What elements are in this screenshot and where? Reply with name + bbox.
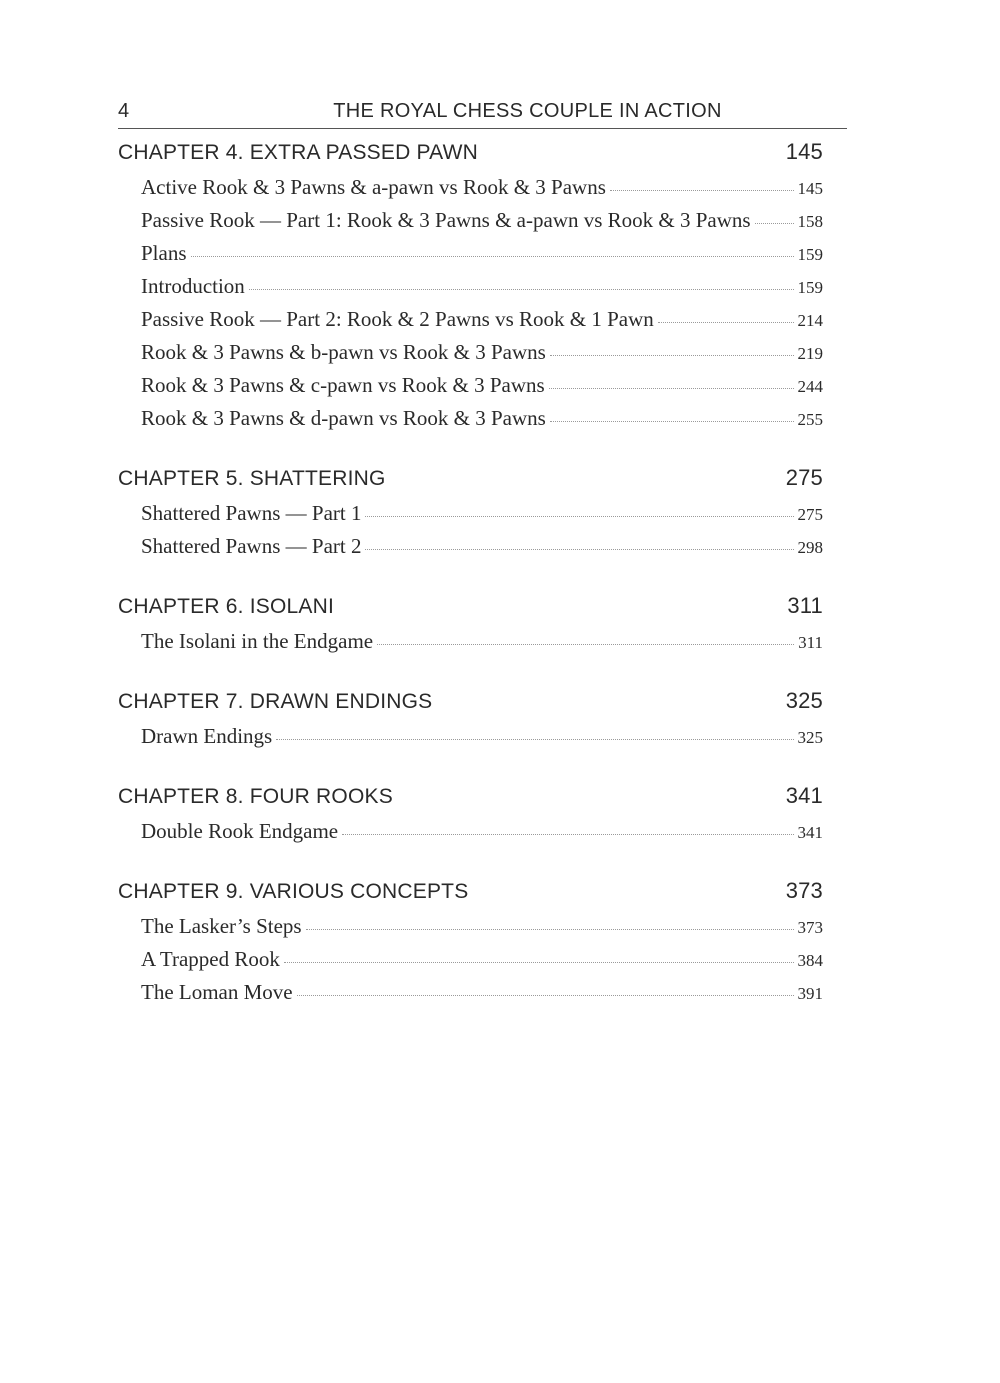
chapter-gap [118, 757, 823, 773]
entry-page-number: 145 [797, 179, 823, 198]
dot-leader [284, 962, 794, 963]
dot-leader [249, 289, 794, 290]
toc-entry[interactable] [141, 175, 823, 208]
dot-leader [550, 421, 794, 422]
dot-leader [549, 388, 794, 389]
entry-title: Passive Rook — Part 1: Rook & 3 Pawns & a-pawn vs Rook & 3 Pawns [141, 208, 751, 232]
entry-page-number: 158 [797, 212, 823, 231]
entry-page-number: 275 [797, 505, 823, 524]
chapter-title: CHAPTER 4. EXTRA PASSED PAWN [118, 141, 478, 164]
dot-leader [377, 644, 794, 645]
chapter-page-number: 341 [785, 783, 823, 808]
toc-entry[interactable] [141, 307, 823, 340]
toc-entry[interactable] [141, 373, 823, 406]
chapter-section [118, 439, 823, 567]
toc-entry[interactable] [141, 534, 823, 567]
entry-page-number: 219 [797, 344, 823, 363]
chapter-title: CHAPTER 9. VARIOUS CONCEPTS [118, 880, 469, 903]
entry-title: The Loman Move [141, 980, 293, 1004]
dot-leader [342, 834, 793, 835]
toc-entry[interactable] [141, 274, 823, 307]
toc-entry[interactable] [141, 406, 823, 439]
chapter-section [118, 852, 823, 1013]
entry-title: The Isolani in the Endgame [141, 629, 374, 653]
chapter-section [118, 662, 823, 757]
chapter-heading[interactable] [118, 678, 823, 722]
page-number: 4 [118, 100, 130, 122]
entry-title: A Trapped Rook [141, 947, 280, 971]
chapter-title: CHAPTER 7. DRAWN ENDINGS [118, 690, 433, 713]
chapter-entries [118, 175, 823, 439]
entry-page-number: 325 [797, 728, 823, 747]
dot-leader [297, 995, 794, 996]
chapter-gap [118, 852, 823, 868]
entry-title: Rook & 3 Pawns & b-pawn vs Rook & 3 Pawns [141, 340, 546, 364]
toc-entry[interactable] [141, 819, 823, 852]
entry-title: Plans [141, 241, 187, 265]
chapter-entries [118, 724, 823, 757]
dot-leader [365, 516, 793, 517]
dot-leader [550, 355, 794, 356]
entry-page-number: 214 [797, 311, 823, 330]
chapter-title: CHAPTER 6. ISOLANI [118, 595, 334, 618]
chapter-section [118, 757, 823, 852]
entry-title: Introduction [141, 274, 245, 298]
chapter-gap [118, 439, 823, 455]
chapter-section [118, 567, 823, 662]
chapter-gap [118, 567, 823, 583]
chapter-heading[interactable] [118, 455, 823, 499]
chapter-heading[interactable] [118, 583, 823, 627]
entry-title: Shattered Pawns — Part 1 [141, 501, 362, 525]
running-header [118, 98, 847, 129]
entry-page-number: 391 [797, 984, 823, 1003]
entry-title: The Lasker’s Steps [141, 914, 302, 938]
entry-page-number: 244 [797, 377, 823, 396]
entry-page-number: 311 [798, 633, 823, 652]
chapter-page-number: 373 [785, 878, 823, 903]
chapter-entries [118, 501, 823, 567]
chapter-title: CHAPTER 8. FOUR ROOKS [118, 785, 393, 808]
entry-title: Active Rook & 3 Pawns & a-pawn vs Rook & 3 Pawns [141, 175, 606, 199]
toc-entry[interactable] [141, 914, 823, 947]
toc-page [118, 98, 847, 1013]
dot-leader [306, 929, 794, 930]
chapter-gap [118, 662, 823, 678]
dot-leader [658, 322, 794, 323]
toc-entry[interactable] [141, 980, 823, 1013]
chapter-entries [118, 914, 823, 1013]
entry-page-number: 255 [797, 410, 823, 429]
chapter-heading[interactable] [118, 129, 823, 173]
chapter-page-number: 311 [787, 593, 823, 618]
chapter-page-number: 275 [785, 465, 823, 490]
entry-page-number: 298 [797, 538, 823, 557]
chapter-entries [118, 629, 823, 662]
chapter-page-number: 145 [785, 139, 823, 164]
toc-entry[interactable] [141, 340, 823, 373]
entry-page-number: 159 [797, 278, 823, 297]
toc-entry[interactable] [141, 724, 823, 757]
chapter-heading[interactable] [118, 773, 823, 817]
entry-page-number: 341 [797, 823, 823, 842]
entry-title: Shattered Pawns — Part 2 [141, 534, 362, 558]
chapter-title: CHAPTER 5. SHATTERING [118, 467, 386, 490]
entry-page-number: 373 [797, 918, 823, 937]
entry-title: Drawn Endings [141, 724, 273, 748]
dot-leader [610, 190, 794, 191]
entry-title: Rook & 3 Pawns & c-pawn vs Rook & 3 Pawns [141, 373, 545, 397]
toc-entry[interactable] [141, 947, 823, 980]
book-title: THE ROYAL CHESS COUPLE IN ACTION [333, 100, 722, 122]
entry-title: Rook & 3 Pawns & d-pawn vs Rook & 3 Pawns [141, 406, 546, 430]
entry-title: Passive Rook — Part 2: Rook & 2 Pawns vs Rook & 1 Pawn [141, 307, 654, 331]
dot-leader [191, 256, 794, 257]
chapter-page-number: 325 [785, 688, 823, 713]
entry-title: Double Rook Endgame [141, 819, 339, 843]
entry-page-number: 159 [797, 245, 823, 264]
chapter-entries [118, 819, 823, 852]
toc-entry[interactable] [141, 208, 823, 241]
toc-entry[interactable] [141, 501, 823, 534]
table-of-contents [118, 129, 823, 1013]
toc-entry[interactable] [141, 629, 823, 662]
dot-leader [755, 223, 794, 224]
chapter-heading[interactable] [118, 868, 823, 912]
dot-leader [365, 549, 793, 550]
dot-leader [276, 739, 793, 740]
entry-page-number: 384 [797, 951, 823, 970]
chapter-section [118, 129, 823, 439]
toc-entry[interactable] [141, 241, 823, 274]
